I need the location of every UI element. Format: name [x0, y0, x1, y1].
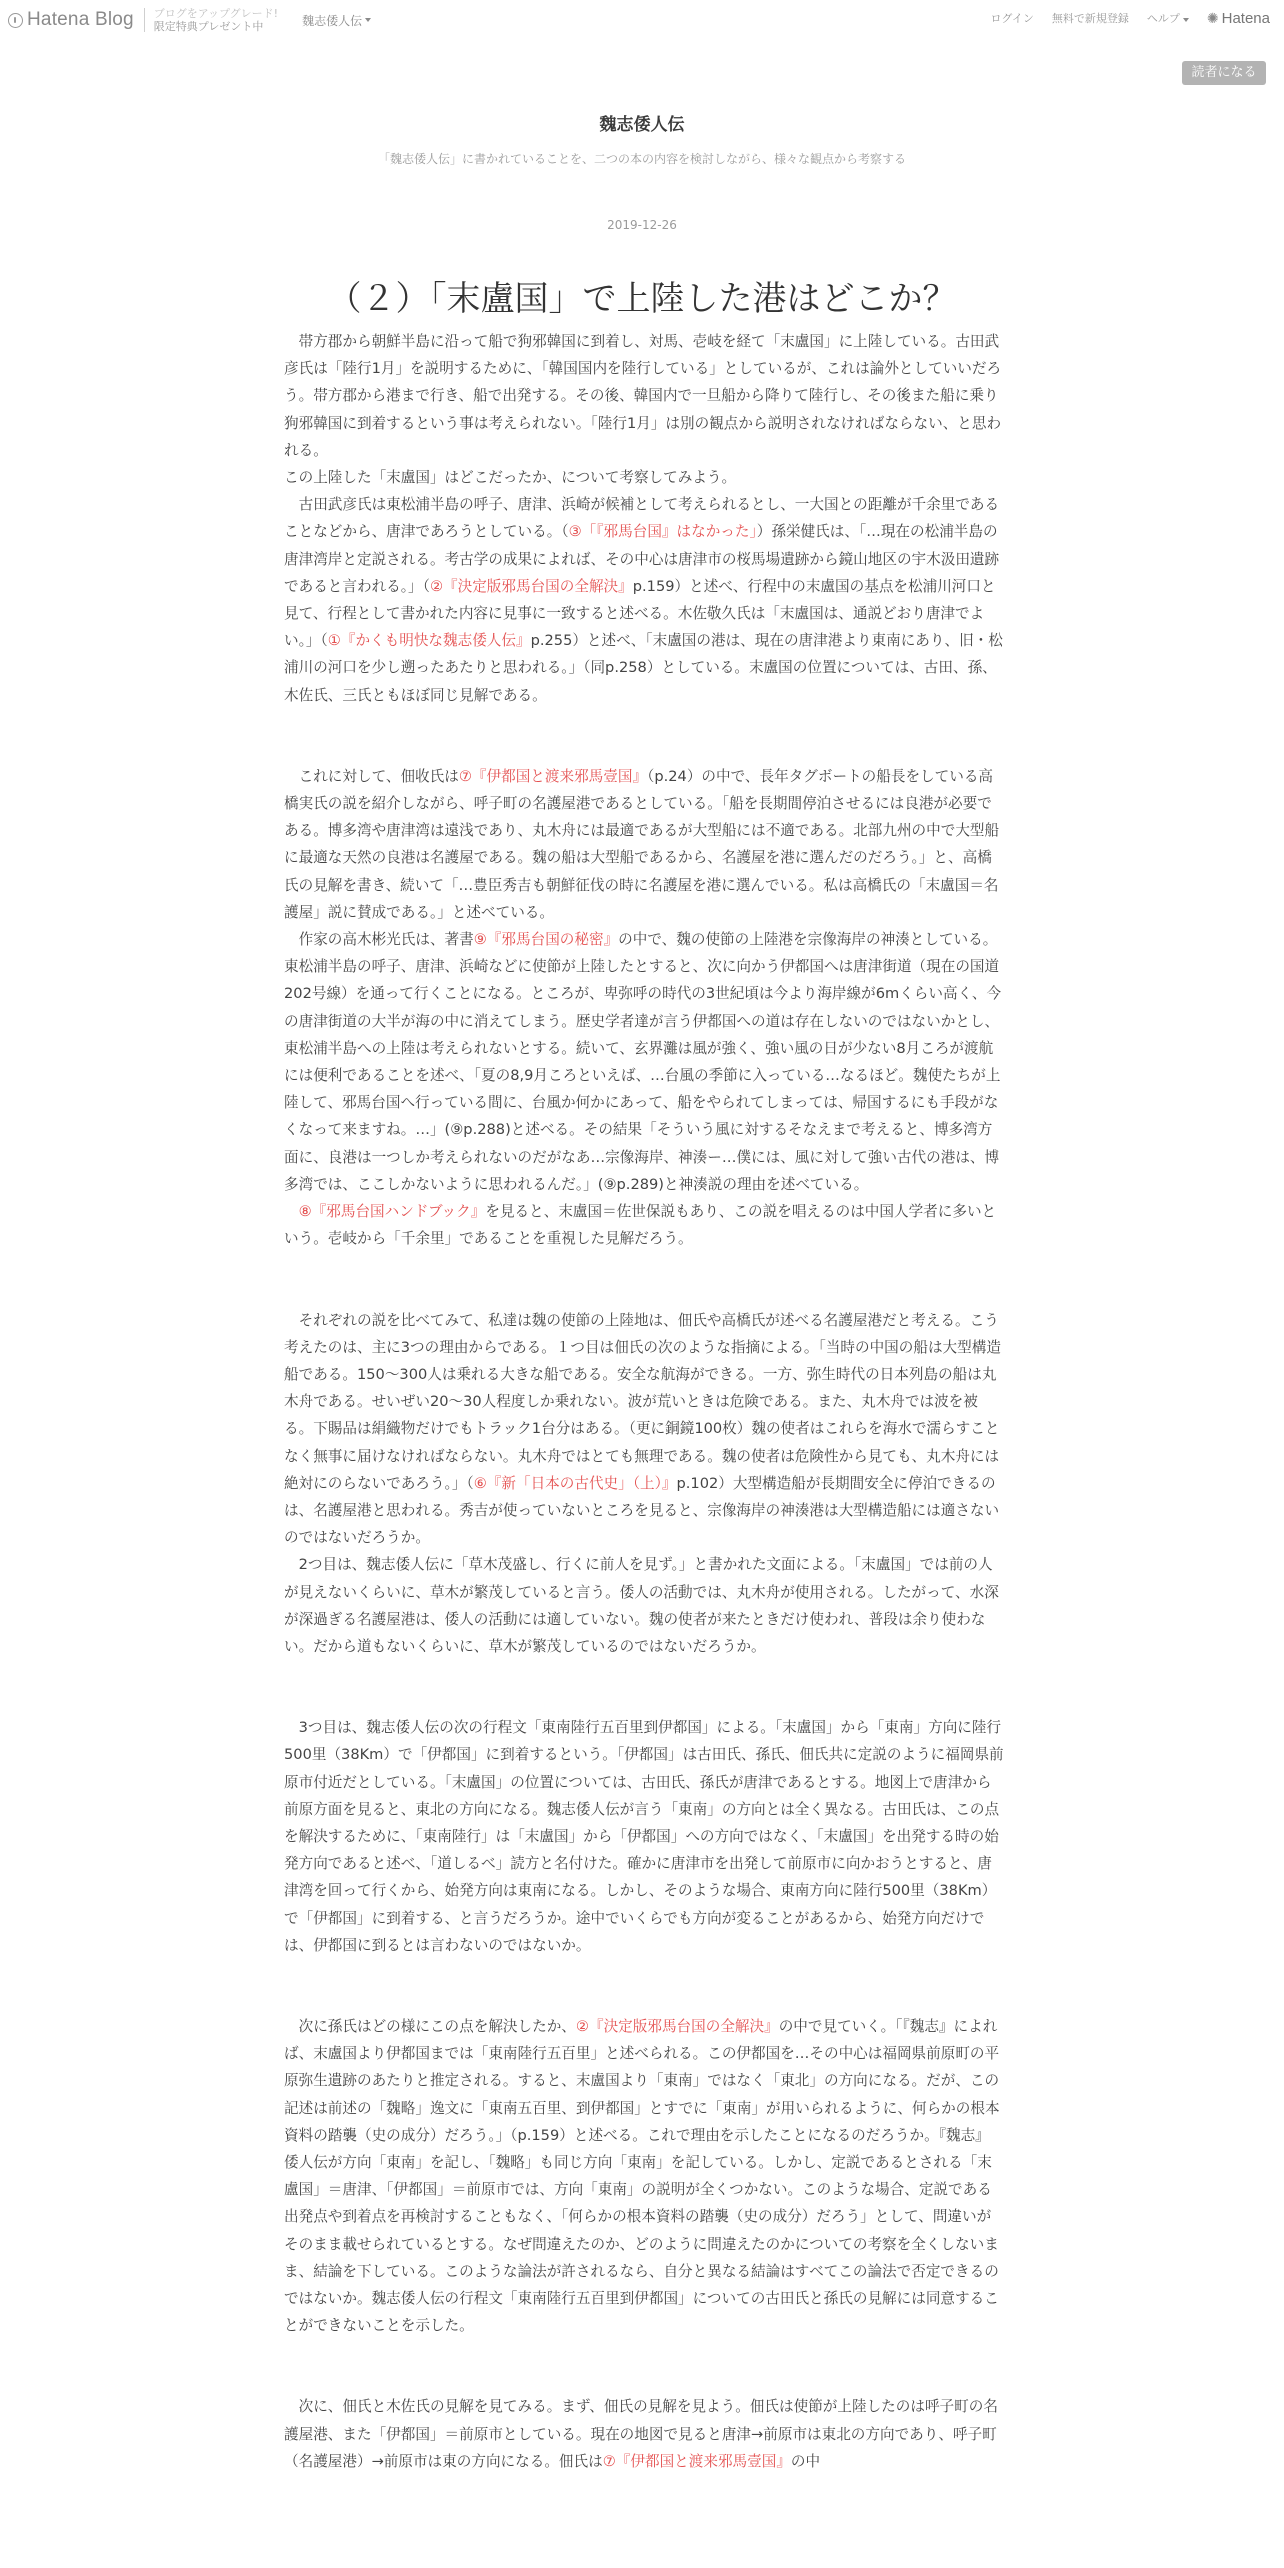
paragraph: 2つ目は、魏志倭人伝に「草木茂盛し、行くに前人を見ず。」と書かれた文面による。「末盧国」では前の人が見えないくらいに、草木が繁茂していると言う。倭人の活動では、丸木舟が使用される。したがって、水深が深過ぎる名護屋港は、倭人の活動には適していない。魏の使者が来たときだけ使われ、普段は余り使わない。だから道もないくらいに、草木が繁茂しているのではないだろうか。 [284, 1556, 999, 1655]
spacer [284, 2339, 1004, 2366]
blog-description: 「魏志倭人伝」に書かれていることを、二つの本の内容を検討しながら、様々な観点から考察する [377, 152, 906, 166]
spacer [284, 1660, 1004, 1687]
paragraph [284, 2013, 1004, 2339]
entry-content [284, 328, 1004, 2475]
text: ）孫栄健氏は、「…現在の松浦半島の唐津湾岸と定説される。考古学の成果によれば、その中心は唐津市の桜馬場遺跡から鏡山地区の宇木汲田遺跡であると言われる。」（ [284, 523, 1000, 595]
spacer [284, 709, 1004, 736]
signup-link[interactable]: 無料で新規登録 [1051, 12, 1129, 25]
help-menu[interactable] [1147, 10, 1189, 26]
global-header [0, 0, 1284, 40]
spacer [284, 2366, 1004, 2393]
spacer [284, 1986, 1004, 2013]
spacer [284, 1253, 1004, 1280]
book-reference-link[interactable]: ⑨『邪馬台国の秘密』 [473, 931, 619, 949]
spacer [284, 1280, 1004, 1307]
promo-line-1: ブログをアップグレード! [153, 7, 279, 20]
blog-menu-label: 魏志倭人伝 [302, 13, 363, 28]
book-reference-link[interactable]: ⑦『伊都国と渡来邪馬壹国』 [458, 767, 648, 785]
paragraph [284, 926, 1004, 1198]
book-reference-link[interactable]: ⑦『伊都国と渡来邪馬壹国』 [602, 2452, 791, 2470]
paragraph: 帯方郡から朝鮮半島に沿って船で狗邪韓国に到着し、対馬、壱岐を経て「末盧国」に上陸している。古田武彦氏は「陸行1月」を説明するために、「韓国国内を陸行している」としているが、これは論外としていいだろう。帯方郡から港まで行き、船で出発する。その後、韓国内で一旦船から降りて陸行し、その後また船に乗り狗邪韓国に到着するという事は考えられない。「陸行1月」は別の観点から説明されなければならない、と思われる。 [284, 333, 1002, 459]
hatena-sun-icon: ✺ [1206, 9, 1219, 26]
text: の中で、魏の使節の上陸港を宗像海岸の神湊としている。東松浦半島の呼子、唐津、浜崎などに使節が上陸したとすると、次に向かう伊都国へは唐津街道（現在の国道202号線）を通って行くことになる。ところが、卑弥呼の時代の3世紀頃は今より海岸線が6mくらい高く、今の唐津街道の大半が海の中に消えてしまう。歴史学者達が言う伊都国への道は存在しないのではないかとし、東松浦半島への上陸は考えられないとする。続いて、玄界灘は風が強く、強い風の日が少ない8月ころが渡航には便利であることを述べ、「夏の8,9月ころといえば、…台風の季節に入っている…なるほど。魏使たちが上陸して、邪馬台国へ行っている間に、台風か何かにあって、船をやられてしまっては、帰国するにも手段がなくなって来ますね。…」(⑨p.288)と述べる。その結果「そういう風に対するそなえまで考えると、博多湾方面に、良港は一つしか考えられないのだがなあ…宗像海岸、神湊ー…僕には、風に対して強い古代の港は、博多湾では、ここしかないように思われるんだ。」(⑨p.289)と神湊説の理由を述べている。 [284, 931, 1002, 1193]
text: p.102）大型構造船が長期間安全に停泊できるのは、名護屋港と思われる。秀吉が使っていないところを見ると、宗像海岸の神湊港は大型構造船には適さないのではないだろうか。 [284, 1474, 1000, 1547]
blog-menu-dropdown[interactable] [302, 12, 371, 29]
paragraph: この上陸した「末盧国」はどこだったか、について考察してみよう。 [284, 469, 737, 487]
spacer [284, 1959, 1004, 1986]
upgrade-promo-link[interactable] [154, 7, 278, 33]
spacer [284, 1687, 1004, 1714]
entry-title[interactable]: （２）「末盧国」で上陸した港はどこか？ [327, 278, 957, 319]
text: 古田武彦氏は東松浦半島の呼子、唐津、浜崎が候補として考えられるとし、一大国との距離が千余里であることなどから、唐津であろうとしている。（ [284, 496, 1000, 541]
spacer [284, 736, 1004, 763]
book-reference-link[interactable]: ⑥『新「日本の古代史」（上）』 [473, 1474, 677, 1492]
hatena-logo-icon [8, 13, 23, 28]
logo-text: Hatena Blog [27, 9, 134, 30]
text: を見ると、末盧国＝佐世保説もあり、この説を唱えるのは中国人学者に多いという。壱岐から「千余里」であることを重視した見解だろう。 [284, 1203, 997, 1248]
blog-title[interactable]: 魏志倭人伝 [599, 115, 685, 135]
text: 作家の高木彬光氏は、著書 [284, 931, 474, 949]
book-reference-link[interactable]: ②『決定版邪馬台国の全解決』 [575, 2017, 779, 2035]
book-reference-link[interactable]: ②『決定版邪馬台国の全解決』 [429, 577, 633, 595]
promo-line-2: 限定特典プレゼント中 [153, 20, 264, 33]
caret-down-icon [365, 18, 371, 22]
paragraph [284, 1198, 1004, 1252]
text: の中で見ていく。「『魏志』によれば、末盧国より伊都国までは「東南陸行五百里」と述べられる。この伊都国を…その中心は福岡県前原町の平原弥生遺跡のあたりと推定される。すると、末盧国より「東南」ではなく「東北」の方向になる。だが、この記述は前述の「魏略」逸文に「東南五百里、到伊都国」とすでに「東南」が用いられるように、何らかの根本資料の踏襲（史の成分）だろう。」（p.159）と述べる。これで理由を示したことになるのだろうか。『魏志』倭人伝が方向「東南」を記し、「魏略」も同じ方向「東南」を記している。しかし、定説であるとされる「末盧国」＝唐津、「伊都国」＝前原市では、方向「東南」の説明が全くつかない。このような場合、定説である出発点や到着点を再検討することもなく、「何らかの根本資料の踏襲（史の成分）だろう」として、問違いがそのまま載せられているとする。なぜ問違えたのか、どのように問違えたのかについての考察を全くしないまま、結論を下している。このような論法が許されるなら、自分と異なる結論はすべてこの論法で否定できるのではないか。魏志倭人伝の行程文「東南陸行五百里到伊都国」についての古田氏と孫氏の見解には同意することができないことを示した。 [284, 2017, 1000, 2335]
hatena-label: Hatena [1221, 9, 1270, 27]
text: 次に、佃氏と木佐氏の見解を見てみる。まず、佃氏の見解を見よう。佃氏は使節が上陸したのは呼子町の名護屋港、また「伊都国」＝前原市としている。現在の地図で見ると唐津→前原市は東北の方向であり、呼子町（名護屋港）→前原市は東の方向になる。佃氏は [284, 2398, 998, 2470]
hatena-blog-logo[interactable] [8, 9, 134, 31]
caret-down-icon [1183, 18, 1189, 22]
help-label: ヘルプ [1146, 12, 1180, 25]
paragraph [284, 763, 1004, 926]
text: p.255）と述べ、「末盧国の港は、現在の唐津港より東南にあり、旧・松浦川の河口を少し遡ったあたりと思われる。」（同p.258）としている。末盧国の位置については、古田、孫、木佐氏、三氏ともほぼ同じ見解である。 [284, 632, 1003, 704]
text: p.159）と述べ、行程中の末盧国の基点を松浦川河口と見て、行程として書かれた内容に見事に一致すると述べる。木佐敬久氏は「末盧国は、通説どおり唐津でよい。」（ [284, 577, 996, 650]
global-header-left [8, 0, 371, 40]
text: の中 [790, 2452, 821, 2470]
text: 次に孫氏はどの様にこの点を解決したか、 [284, 2017, 576, 2035]
login-link[interactable]: ログイン [990, 12, 1034, 25]
subscribe-button[interactable]: 読者になる [1182, 61, 1266, 85]
header-divider [144, 8, 145, 32]
paragraph [284, 2393, 1004, 2475]
book-reference-link[interactable]: ①『かくも明快な魏志倭人伝』 [327, 632, 531, 650]
paragraph [284, 491, 1004, 709]
text: これに対して、佃收氏は [284, 767, 459, 785]
hatena-menu[interactable] [1207, 10, 1270, 27]
book-reference-link[interactable]: ⑧『邪馬台国ハンドブック』 [284, 1203, 486, 1221]
paragraph [284, 1307, 1004, 1552]
book-reference-link[interactable]: ③「『邪馬台国』はなかった」 [568, 523, 757, 541]
global-header-right [972, 0, 1270, 36]
text: （p.24）の中で、長年タグボートの船長をしている高橋実氏の説を紹介しながら、呼子町の名護屋港であるとしている。「船を長期間停泊させるには良港が必要である。博多湾や唐津湾は遠浅であり、丸木舟には最適であるが大型船には不適である。北部九州の中で大型船に最適な天然の良港は名護屋である。魏の船は大型船であるから、名護屋を港に選んだのだろう。」と、高橋氏の見解を書き、続いて「…豊臣秀吉も朝鮮征伐の時に名護屋を港に選んでいる。私は高橋氏の「末盧国＝名護屋」説に賛成である。」と述べている。 [284, 767, 1000, 921]
text: それぞれの説を比べてみて、私達は魏の使節の上陸地は、佃氏や高橋氏が述べる名護屋港だと考える。こう考えたのは、主に3つの理由からである。１つ目は佃氏の次のような指摘による。「当時の中国の船は大型構造船である。150～300人は乗れる大きな船である。安全な航海ができる。一方、弥生時代の日本列島の船は丸木舟である。せいぜい20～30人程度しか乗れない。波が荒いときは危険である。また、丸木舟では波を被る。下賜品は絹織物だけでもトラック1台分はある。（更に銅鏡100枚）魏の使者はこれらを海水で濡らすことなく無事に届けなければならない。丸木舟ではとても無理である。魏の使者は危険性から見ても、丸木舟には絶対にのらないであろう。」（ [284, 1311, 1001, 1492]
paragraph: 3つ目は、魏志倭人伝の次の行程文「東南陸行五百里到伊都国」による。「末盧国」から「東南」方向に陸行500里（38Km）で「伊都国」に到着するという。「伊都国」は古田氏、孫氏、佃氏共に定説のように福岡県前原市付近だとしている。「末盧国」の位置については、古田氏、孫氏が唐津であるとする。地図上で唐津から前原方面を見ると、東北の方向になる。魏志倭人伝が言う「東南」の方向とは全く異なる。古田氏は、この点を解決するために、「東南陸行」は「末盧国」から「伊都国」への方向ではなく、「末盧国」を出発する時の始発方向であると述べ、「道しるべ」読方と名付けた。確かに唐津市を出発して前原市に向かおうとすると、唐津湾を回って行くから、始発方向は東南になる。しかし、そのような場合、東南方向に陸行500里（38Km）で「伊都国」に到着する、と言うだろうか。途中でいくらでも方向が変ることがあるから、始発方向だけでは、伊都国に到るとは言わないのではないか。 [284, 1719, 1004, 1954]
entry-date[interactable]: 2019-12-26 [607, 218, 677, 232]
